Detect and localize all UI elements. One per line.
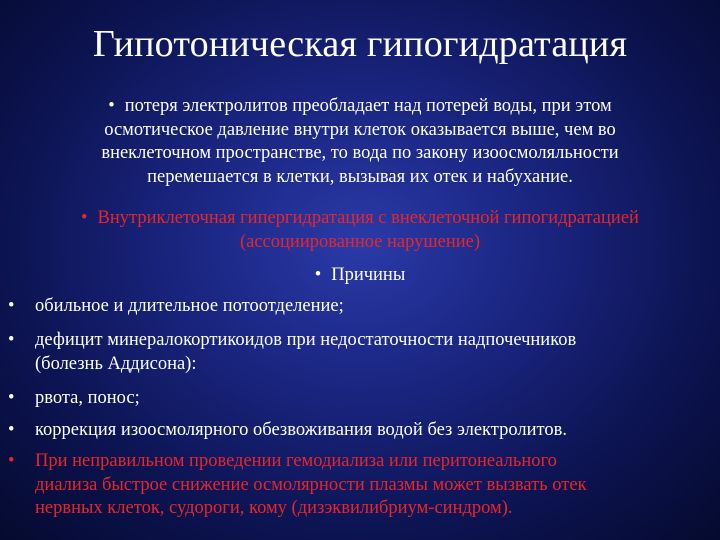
cause-2-line-1: дефицит минералокортикоидов при недостаточности надпочечников (35, 330, 577, 350)
cause-1: обильное и длительное потоотделение; (35, 296, 344, 316)
intro-line-2: осмотическое давление внутри клеток оказывается выше, чем во (104, 119, 616, 140)
cause-3: рвота, понос; (35, 388, 140, 408)
slide-title: Гипотоническая гипогидратация (92, 23, 628, 65)
bullet-icon: • (8, 420, 15, 440)
causes-heading-label: Причины (331, 265, 406, 285)
associated-line-2: (ассоциированное нарушение) (239, 231, 481, 252)
cause-5-line-1: При неправильном проведении гемодиализа или перитонеального (35, 451, 557, 471)
cause-4: коррекция изоосмолярного обезвоживания водой без электролитов. (35, 420, 567, 440)
bullet-icon: • (8, 330, 15, 350)
bullet-icon: • (8, 388, 15, 408)
intro-line-1: потеря электролитов преобладает над потерей воды, при этом (124, 96, 612, 116)
cause-2-line-2: (болезнь Аддисона): (35, 353, 197, 374)
intro-paragraph (0, 95, 720, 189)
bullet-icon: • (8, 296, 15, 316)
associated-disorder (0, 207, 720, 254)
bullet-icon: • (314, 265, 322, 285)
cause-5-line-2: диализа быстрое снижение осмолярности плазмы может вызвать отек (35, 474, 587, 495)
associated-line-1: Внутриклеточная гипергидратация с внеклеточной гипогидратацией (97, 208, 639, 228)
causes-heading (0, 264, 720, 288)
bullet-icon: • (81, 208, 88, 228)
cause-5-line-3: нервных клеток, судороги, кому (дизэквилибриум-синдром). (35, 498, 513, 519)
intro-line-3: внеклеточном пространстве, то вода по закону изоосмоляльности (101, 143, 619, 164)
intro-line-4: перемешается в клетки, вызывая их отек и набухание. (147, 166, 573, 187)
bullet-icon: • (8, 451, 15, 471)
bullet-icon: • (108, 96, 115, 116)
